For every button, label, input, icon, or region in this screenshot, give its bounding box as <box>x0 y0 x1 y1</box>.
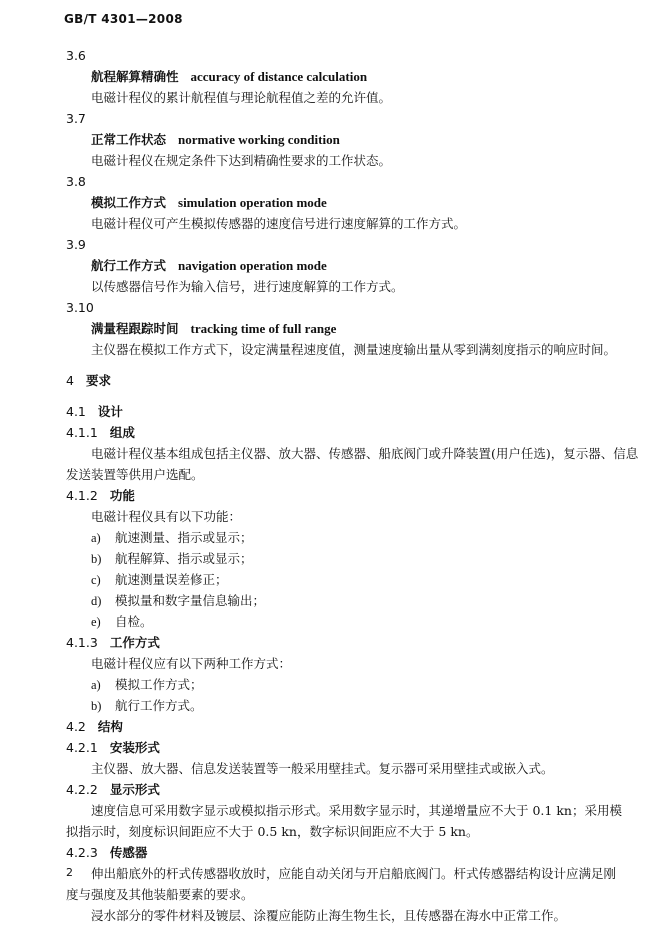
clause-heading: 4.2.1 安装形式 <box>66 740 160 755</box>
clause-heading: 4.1.2 功能 <box>66 488 135 503</box>
subsection-heading: 4.2 结构 <box>66 719 123 734</box>
clause-number: 3.6 <box>66 48 86 63</box>
clause-number: 3.10 <box>66 300 94 315</box>
paragraph-continuation: 度与强度及其他装船要素的要求。 <box>66 887 254 902</box>
term-title: 航行工作方式 navigation operation mode <box>91 258 327 273</box>
standard-number-header: GB/T 4301—2008 <box>64 12 183 26</box>
term-title: 航程解算精确性 accuracy of distance calculation <box>91 69 368 84</box>
list-item: a) 模拟工作方式； <box>91 677 203 692</box>
paragraph-continuation: 发送装置等供用户选配。 <box>66 467 204 482</box>
list-item: b) 航行工作方式。 <box>91 698 203 713</box>
term-title: 模拟工作方式 simulation operation mode <box>91 195 327 210</box>
subsection-heading: 4.1 设计 <box>66 404 123 419</box>
clause-heading: 4.2.2 显示形式 <box>66 782 160 797</box>
list-item: a) 航速测量、指示或显示； <box>91 530 253 545</box>
list-item: b) 航程解算、指示或显示； <box>91 551 253 566</box>
page-number: 2 <box>66 866 73 879</box>
document-body <box>0 46 664 927</box>
clause-heading: 4.1.1 组成 <box>66 425 135 440</box>
paragraph: 速度信息可采用数字显示或模拟指示形式。采用数字显示时，其递增量应不大于 0.1 kn；采用模 <box>91 803 622 818</box>
term-definition: 主仪器在模拟工作方式下，设定满量程速度值，测量速度输出量从零到满刻度指示的响应时间。 <box>91 342 617 357</box>
term-definition: 电磁计程仪的累计航程值与理论航程值之差的允许值。 <box>91 90 392 105</box>
paragraph-continuation: 拟指示时，刻度标识间距应不大于 0.5 kn，数字标识间距应不大于 5 kn。 <box>66 824 479 839</box>
clause-number: 3.7 <box>66 111 86 126</box>
paragraph: 伸出船底外的杆式传感器收放时，应能自动关闭与开启船底阀门。杆式传感器结构设计应满足刚 <box>91 866 617 881</box>
clause-number: 3.9 <box>66 237 86 252</box>
list-item: d) 模拟量和数字量信息输出； <box>91 593 266 608</box>
paragraph: 浸水部分的零件材料及镀层、涂覆应能防止海生物生长，且传感器在海水中正常工作。 <box>91 908 567 923</box>
paragraph: 电磁计程仪基本组成包括主仪器、放大器、传感器、船底阀门或升降装置(用户任选)，复示器、信息 <box>91 446 639 461</box>
term-definition: 电磁计程仪在规定条件下达到精确性要求的工作状态。 <box>91 153 392 168</box>
clause-number: 3.8 <box>66 174 86 189</box>
clause-heading: 4.2.3 传感器 <box>66 845 148 860</box>
list-item: c) 航速测量误差修正； <box>91 572 228 587</box>
term-definition: 以传感器信号作为输入信号，进行速度解算的工作方式。 <box>91 279 404 294</box>
term-definition: 电磁计程仪可产生模拟传感器的速度信号进行速度解算的工作方式。 <box>91 216 467 231</box>
list-item: e) 自检。 <box>91 614 153 629</box>
term-title: 满量程跟踪时间 tracking time of full range <box>91 321 337 336</box>
section-heading: 4 要求 <box>66 373 111 388</box>
paragraph: 主仪器、放大器、信息发送装置等一般采用壁挂式。复示器可采用壁挂式或嵌入式。 <box>91 761 554 776</box>
paragraph: 电磁计程仪应有以下两种工作方式： <box>91 656 292 671</box>
term-title: 正常工作状态 normative working condition <box>91 132 340 147</box>
paragraph: 电磁计程仪具有以下功能： <box>91 509 242 524</box>
clause-heading: 4.1.3 工作方式 <box>66 635 160 650</box>
